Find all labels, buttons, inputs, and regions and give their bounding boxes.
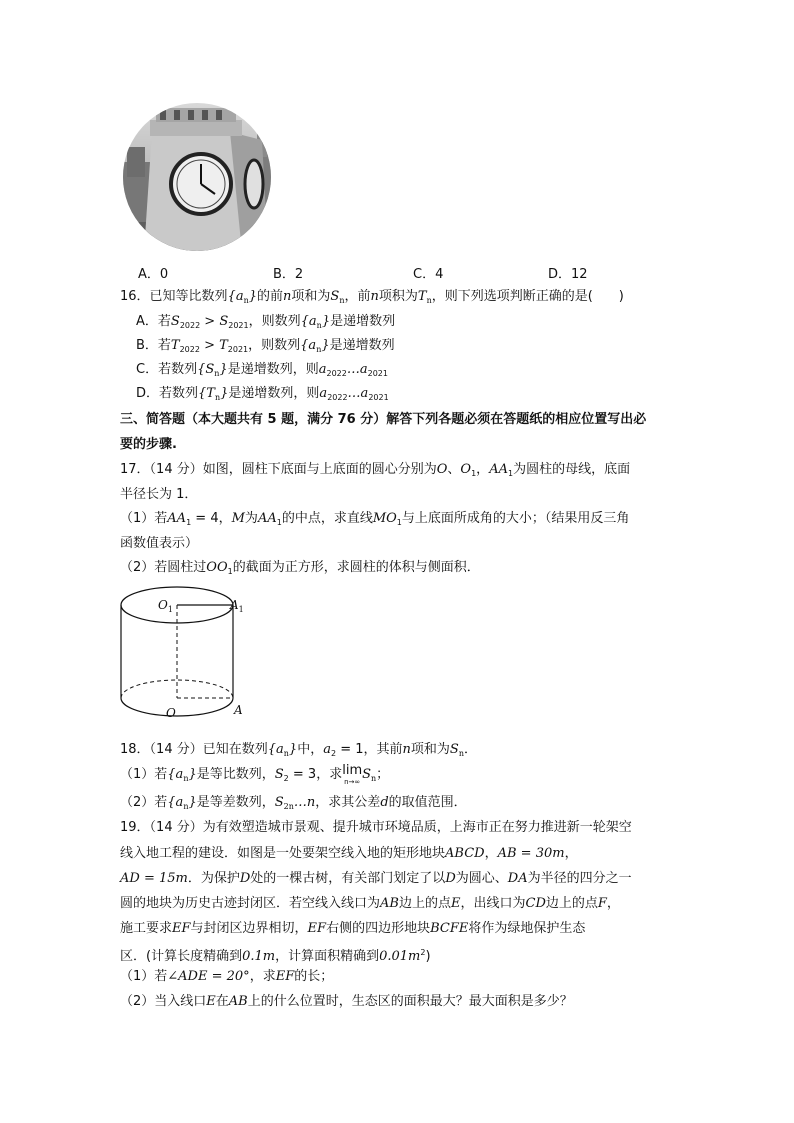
q16-option-b: B．若$T_{2022} > T_{2021}$，则数列$\{a_n\}$是递增数列	[136, 338, 395, 354]
q16-option-d: D．若数列$\{T_n\}$是递增数列，则$a_{2022}\dots a_{2021}$	[136, 386, 389, 402]
section-heading-cont: 要的步骤.	[120, 437, 177, 452]
q19-stem-2: 线入地工程的建设．如图是一处要架空线入地的矩形地块ABCD，AB = 30m，	[120, 846, 578, 861]
q16-option-a: A．若$S_{2022} > S_{2021}$，则数列$\{a_n\}$是递增数列	[136, 314, 396, 330]
section-heading: 三、简答题（本大题共有 5 题，满分 76 分）解答下列各题必须在答题纸的相应位置写出必	[120, 412, 647, 427]
q16-option-c: C．若数列$\{S_n\}$是递增数列，则$a_{2022}\dots a_{2021}$	[136, 362, 388, 378]
label-o1: $O_1$	[158, 598, 173, 614]
clock-tower-photo	[122, 102, 272, 252]
q19-part2: （2）当入线口E在AB上的什么位置时，生态区的面积最大？最大面积是多少？	[120, 994, 573, 1009]
q19-stem-6: 区．(计算长度精确到0.1m，计算面积精确到$0.01m^2$)	[120, 948, 431, 964]
q19-stem-5: 施工要求EF与封闭区边界相切，EF右侧的四边形地块BCFE将作为绿地保护生态	[120, 921, 586, 936]
cylinder-figure	[112, 580, 252, 728]
q17-part2: （2）若圆柱过$OO_1$的截面为正方形，求圆柱的体积与侧面积．	[120, 560, 480, 576]
label-a: A	[234, 703, 243, 717]
q18-stem: 18．（14 分）已知在数列$\{a_n\}$中，$a_2 = 1$，其前n项和为$S_n$．	[120, 742, 477, 758]
q18-part1: （1）若$\{a_n\}$是等比数列，$S_2 = 3$，求lim n→∞ $S_n$；	[120, 763, 390, 786]
q17-stem: 17．（14 分）如图，圆柱下底面与上底面的圆心分别为O、$O_1$，$AA_1$为圆柱的母线，底面	[120, 462, 631, 478]
q15-option-b: B．2	[273, 267, 304, 282]
q19-stem-3: AD = 15m．为保护D处的一棵古树，有关部门划定了以D为圆心、DA为半径的四分之一	[120, 871, 632, 886]
q15-option-a: A．0	[138, 267, 169, 282]
q17-stem-cont: 半径长为 1．	[120, 487, 198, 502]
q19-stem-4: 圆的地块为历史古迹封闭区．若空线入线口为AB边上的点E，出线口为CD边上的点F，	[120, 896, 620, 911]
label-a1: $A_1$	[230, 598, 244, 614]
q16-stem: 16．已知等比数列$\{a_n\}$的前n项和为$S_n$，前n项积为$T_n$，则下列选项判断正确的是( )	[120, 289, 624, 305]
q15-option-c: C．4	[413, 267, 444, 282]
label-o: O	[166, 706, 176, 720]
q17-part1: （1）若$AA_1 = 4$，M为$AA_1$的中点，求直线$MO_1$与上底面所成角的大小；（结果用反三角	[120, 511, 630, 527]
q19-stem: 19．（14 分）为有效塑造城市景观、提升城市环境品质，上海市正在努力推进新一轮架空	[120, 820, 632, 835]
q19-part1: （1）若∠ADE = 20°，求EF的长；	[120, 969, 334, 984]
q17-part1-cont: 函数值表示）	[120, 536, 199, 551]
q18-part2: （2）若$\{a_n\}$是等差数列，$S_{2n}\dots n$，求其公差d的取值范围．	[120, 795, 467, 811]
q15-option-d: D．12	[548, 267, 588, 282]
cylinder-bottom-front-arc	[121, 698, 233, 716]
